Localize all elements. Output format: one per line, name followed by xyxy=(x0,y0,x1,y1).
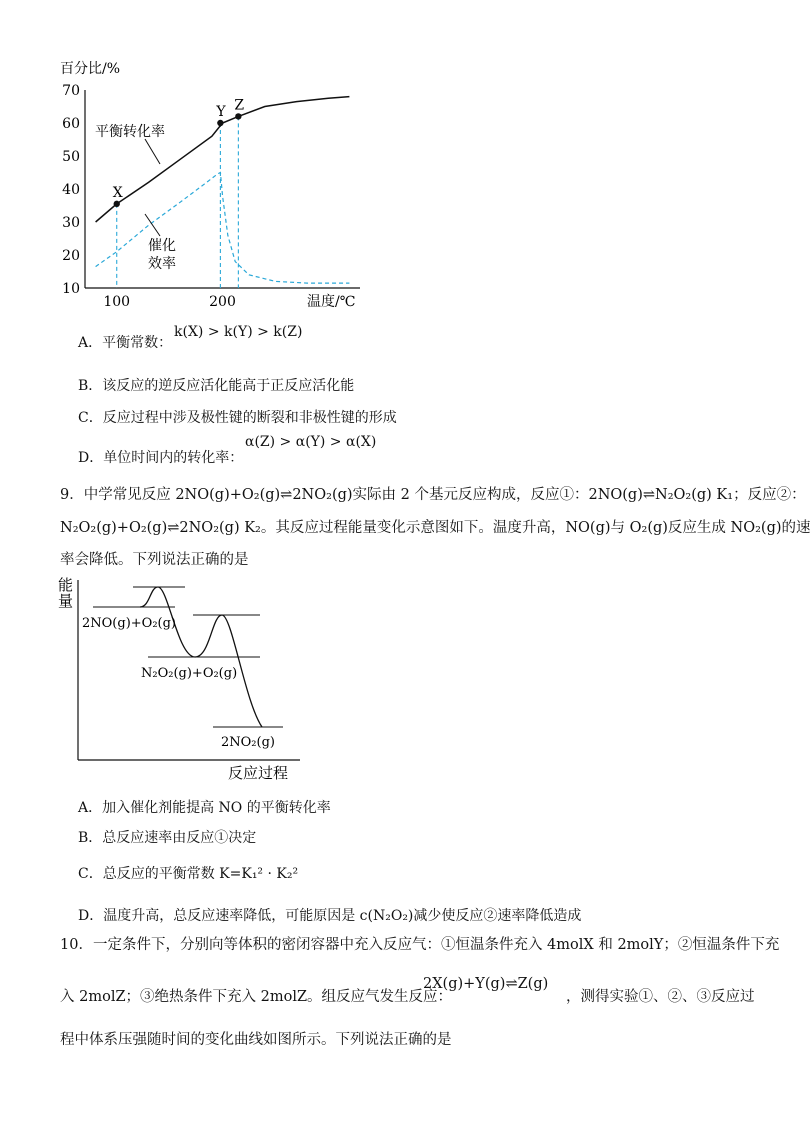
level-label-reactant: 2NO(g)+O₂(g) xyxy=(82,616,176,631)
q9-option-c-formula: K₁² · K₂² xyxy=(241,866,299,882)
curve-label-conversion: 平衡转化率 xyxy=(95,124,165,140)
q8-option-d-formula: α(Z) > α(Y) > α(X) xyxy=(245,434,377,450)
x-tick-label: 200 xyxy=(209,294,236,310)
y-tick-label: 10 xyxy=(62,281,80,297)
series-line-catalyst xyxy=(96,173,350,284)
q8-option-d xyxy=(78,447,243,467)
y-tick-label: 70 xyxy=(62,83,80,99)
q8-option-d-prefix: D．单位时间内的转化率： xyxy=(78,450,244,466)
q8-option-a-prefix: A．平衡常数： xyxy=(78,335,173,351)
q10-stem-line-2 xyxy=(60,987,452,1007)
point-label-x: X xyxy=(112,184,123,201)
q9-stem-line-2: N₂O₂(g)+O₂(g)⇌2NO₂(g) K₂。其反应过程能量变化示意图如下。温度升高，NO(g)与 O₂(g)反应生成 NO₂(g)的速 xyxy=(60,520,811,536)
q9-stem-line-3: 率会降低。下列说法正确的是 xyxy=(60,552,249,568)
y-tick-label: 20 xyxy=(62,248,80,264)
reaction-progress-label: 反应过程 xyxy=(228,764,289,782)
y-axis-label: 百分比/% xyxy=(60,61,121,77)
q9-option-b: B．总反应速率由反应①决定 xyxy=(78,830,257,846)
y-tick-label: 30 xyxy=(62,215,80,231)
q10-stem-line-2-prefix: 入 2molZ；③绝热条件下充入 2molZ。组反应气发生反应： xyxy=(60,989,453,1005)
q9-option-a: A．加入催化剂能提高 NO 的平衡转化率 xyxy=(78,800,331,816)
point-label-z: Z xyxy=(234,97,245,114)
q9-stem-line-1: 9．中学常见反应 2NO(g)+O₂(g)⇌2NO₂(g)实际由 2 个基元反应构成，反应①：2NO(g)⇌N₂O₂(g) K₁；反应②： xyxy=(60,487,806,503)
y-tick-label: 40 xyxy=(62,182,80,198)
energy-axis-label-1: 能 xyxy=(58,576,74,594)
energy-profile-diagram xyxy=(0,572,800,782)
q10-stem-line-1: 10．一定条件下，分别向等体积的密闭容器中充入反应气：①恒温条件充入 4molX 和 2molY；②恒温条件下充 xyxy=(60,937,780,953)
q8-option-a xyxy=(78,332,172,352)
curve-label-catalyst-1: 催化 xyxy=(148,238,176,254)
y-tick-label: 60 xyxy=(62,116,80,132)
level-label-product: 2NO₂(g) xyxy=(221,735,275,750)
q10-reaction-formula: 2X(g)+Y(g)⇌Z(g) xyxy=(423,976,549,992)
data-point-z xyxy=(235,113,241,119)
data-point-y xyxy=(217,120,223,126)
x-axis-label: 温度/℃ xyxy=(307,294,356,310)
temperature-percentage-chart xyxy=(0,0,800,320)
curve-label-leader-catalyst xyxy=(145,214,160,236)
point-label-y: Y xyxy=(216,104,226,120)
q9-option-c-prefix: C．总反应的平衡常数 K= xyxy=(78,866,242,882)
q8-option-a-formula: k(X) > k(Y) > k(Z) xyxy=(174,324,303,340)
level-label-intermediate: N₂O₂(g)+O₂(g) xyxy=(141,666,238,681)
q9-option-d: D．温度升高，总反应速率降低，可能原因是 c(N₂O₂)减少使反应②速率降低造成 xyxy=(78,908,582,924)
y-tick-label: 50 xyxy=(62,149,80,165)
q8-option-c: C．反应过程中涉及极性键的断裂和非极性键的形成 xyxy=(78,410,397,426)
q10-stem-line-2-suffix: ，测得实验①、②、③反应过 xyxy=(566,989,755,1005)
curve-label-leader-conversion xyxy=(145,139,160,164)
q8-option-b: B．该反应的逆反应活化能高于正反应活化能 xyxy=(78,378,355,394)
curve-label-catalyst-2: 效率 xyxy=(148,256,176,272)
x-tick-label: 100 xyxy=(103,294,131,310)
q9-option-c xyxy=(78,863,298,883)
data-point-x xyxy=(114,201,120,207)
energy-axis-label-2: 量 xyxy=(58,592,74,610)
q10-stem-line-3: 程中体系压强随时间的变化曲线如图所示。下列说法正确的是 xyxy=(60,1032,452,1048)
